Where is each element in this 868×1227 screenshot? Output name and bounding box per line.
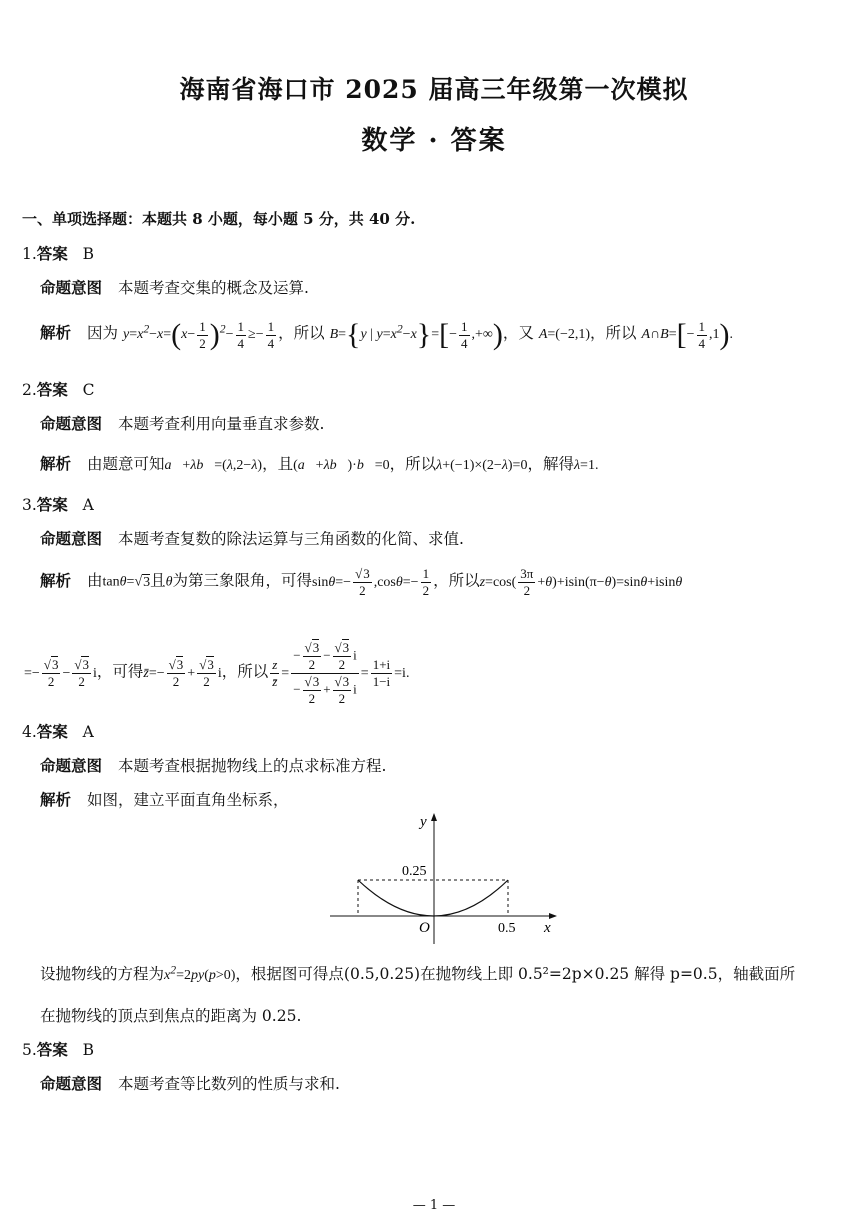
q1-analysis-text-3: ，又 xyxy=(502,324,534,343)
q1-analysis-text-2: ，所以 xyxy=(278,324,325,343)
q2-formula-2: (a⃗+λb⃗)·b⃗=0 xyxy=(293,458,390,473)
q3-answer-label: 答案 xyxy=(36,495,68,514)
q2-analysis-text-4: ，解得 xyxy=(527,455,574,473)
q3-analysis-cont xyxy=(24,640,409,707)
q2-answer-label: 答案 xyxy=(36,380,68,399)
q1-analysis xyxy=(40,318,733,352)
page-subtitle: 数学 · 答案 xyxy=(361,126,507,156)
q3-analysis xyxy=(40,566,868,599)
q3-formula-4: z=cos( $\frac{3\pi}{2}$ +θ)+isin(π−θ)=sinθ+isinθ xyxy=(479,566,683,598)
q3-analysis-text-2: 且 xyxy=(150,571,166,590)
q5-number: 5. xyxy=(22,1041,37,1059)
q1-analysis-text-1: 因为 xyxy=(87,324,119,343)
q3-analysis-text-5: ，可得 xyxy=(96,662,144,681)
q1-analysis-text-4: ，所以 xyxy=(590,324,637,343)
q2-intent xyxy=(40,412,324,434)
q1-answer-label: 答案 xyxy=(36,244,68,263)
q5-intent-text: 本题考查等比数列的性质与求和. xyxy=(118,1075,340,1093)
q1-analysis-label: 解析 xyxy=(40,323,72,343)
q5-heading xyxy=(22,1038,94,1060)
q2-analysis-text-3: ，所以 xyxy=(389,455,437,473)
y-tick-label: 0.25 xyxy=(402,864,427,879)
q2-analysis-label: 解析 xyxy=(40,454,72,473)
q4-formula-1: $x^2=2py(p>0)$ xyxy=(164,963,236,983)
q4-intent xyxy=(40,754,386,776)
q1-intent-text: 本题考查交集的概念及运算. xyxy=(118,279,309,297)
parabola-figure xyxy=(330,810,570,950)
q4-line1-post: ，根据图可得点(0.5,0.25)在抛物线上即 0.5²=2p×0.25 解得 p=0.5，轴截面所 xyxy=(235,965,796,983)
q5-choice: B xyxy=(82,1041,94,1059)
q1-formula-4: A∩B=[− $\frac{1}{4}$ ,1). xyxy=(641,318,734,351)
x-axis-label: x xyxy=(544,920,551,936)
q3-analysis-text-6: ，所以 xyxy=(221,662,269,681)
q2-heading xyxy=(22,378,94,400)
q3-formula-7: $\frac{z}{z̄}$ = − $\frac{√3}{2}$ − $\frac{√3}{2}$ i − $\frac{√3}{2}$ + $\frac{√3}{2}$ i = $\frac{1+i}{1-i}$ =i. xyxy=(272,640,410,706)
q4-analysis-text: 如图，建立平面直角坐标系， xyxy=(87,791,289,809)
q4-analysis-line2: 在抛物线的顶点到焦点的距离为 0.25. xyxy=(40,1007,302,1025)
q3-analysis-text-4: ，所以 xyxy=(433,571,480,590)
q3-heading xyxy=(22,493,94,515)
q2-choice: C xyxy=(82,381,95,399)
q2-formula-1: a⃗+λb⃗=(λ,2−λ) xyxy=(164,458,263,473)
q3-intent-label: 命题意图 xyxy=(40,529,103,548)
q4-analysis-line1 xyxy=(40,962,795,984)
section-heading: 一、单项选择题：本题共 8 小题，每小题 5 分，共 40 分. xyxy=(22,210,416,228)
q1-formula-2: B={y | $y=x^2-x\}=[-$ $\frac{1}{4}$ ,+∞) xyxy=(329,318,503,351)
q2-formula-4: λ=1. xyxy=(573,458,599,473)
q4-number: 4. xyxy=(22,723,37,741)
q1-formula-1: $y=x^2-x=(x-$ $\frac{1}{2}$ )$^2$− $\frac{1}{4}$ ≥− $\frac{1}{4}$ xyxy=(122,318,275,351)
q2-analysis-text-2: ，且 xyxy=(262,455,294,473)
q1-formula-3: A=(−2,1) xyxy=(538,327,591,343)
q5-answer-label: 答案 xyxy=(36,1040,68,1059)
q1-intent-label: 命题意图 xyxy=(40,278,103,297)
q3-number: 3. xyxy=(22,496,37,514)
q3-formula-3: sinθ=− $\frac{√3}{2}$ ,cosθ=− $\frac{1}{2}$ xyxy=(312,566,430,598)
q2-intent-text: 本题考查利用向量垂直求参数. xyxy=(118,415,325,433)
q3-formula-5: =− $\frac{√3}{2}$ − $\frac{√3}{2}$ i xyxy=(24,657,97,689)
q5-intent xyxy=(40,1072,340,1094)
page-title: 海南省海口市 2025 届高三年级第一次模拟 xyxy=(179,75,689,104)
q3-intent-text: 本题考查复数的除法运算与三角函数的化简、求值. xyxy=(118,530,464,548)
q2-formula-3: λ+(−1)×(2−λ)=0 xyxy=(436,458,528,473)
page-number: — 1 — xyxy=(412,1198,456,1213)
q4-heading xyxy=(22,720,94,742)
q4-analysis xyxy=(40,788,289,810)
q3-formula-2: θ xyxy=(165,574,173,590)
q3-formula-6: z̄=− $\frac{√3}{2}$ + $\frac{√3}{2}$ i xyxy=(143,657,222,689)
q3-formula-1: tanθ=√3 xyxy=(102,574,151,590)
q4-intent-text: 本题考查根据抛物线上的点求标准方程. xyxy=(118,757,387,775)
x-tick-label: 0.5 xyxy=(498,921,516,936)
q1-choice: B xyxy=(82,245,94,263)
origin-label: O xyxy=(419,920,430,936)
q4-choice: A xyxy=(82,723,94,741)
q2-intent-label: 命题意图 xyxy=(40,414,103,433)
q1-intent xyxy=(40,276,309,298)
q3-analysis-text-3: 为第三象限角，可得 xyxy=(172,571,313,590)
q2-number: 2. xyxy=(22,381,37,399)
q3-analysis-text-1: 由 xyxy=(87,571,103,590)
q3-intent xyxy=(40,527,464,549)
q4-answer-label: 答案 xyxy=(36,722,68,741)
q4-line1-pre: 设抛物线的方程为 xyxy=(40,965,165,983)
q1-number: 1. xyxy=(22,245,37,263)
q4-intent-label: 命题意图 xyxy=(40,756,103,775)
q5-intent-label: 命题意图 xyxy=(40,1074,103,1093)
q3-analysis-label: 解析 xyxy=(40,570,72,590)
q1-heading xyxy=(22,242,94,264)
q2-analysis xyxy=(40,452,598,474)
parabola-curve xyxy=(358,880,508,916)
q4-analysis-label: 解析 xyxy=(40,790,72,809)
y-axis-label: y xyxy=(420,814,427,830)
q2-analysis-text-1: 由题意可知 xyxy=(87,455,165,473)
q3-choice: A xyxy=(82,496,94,514)
